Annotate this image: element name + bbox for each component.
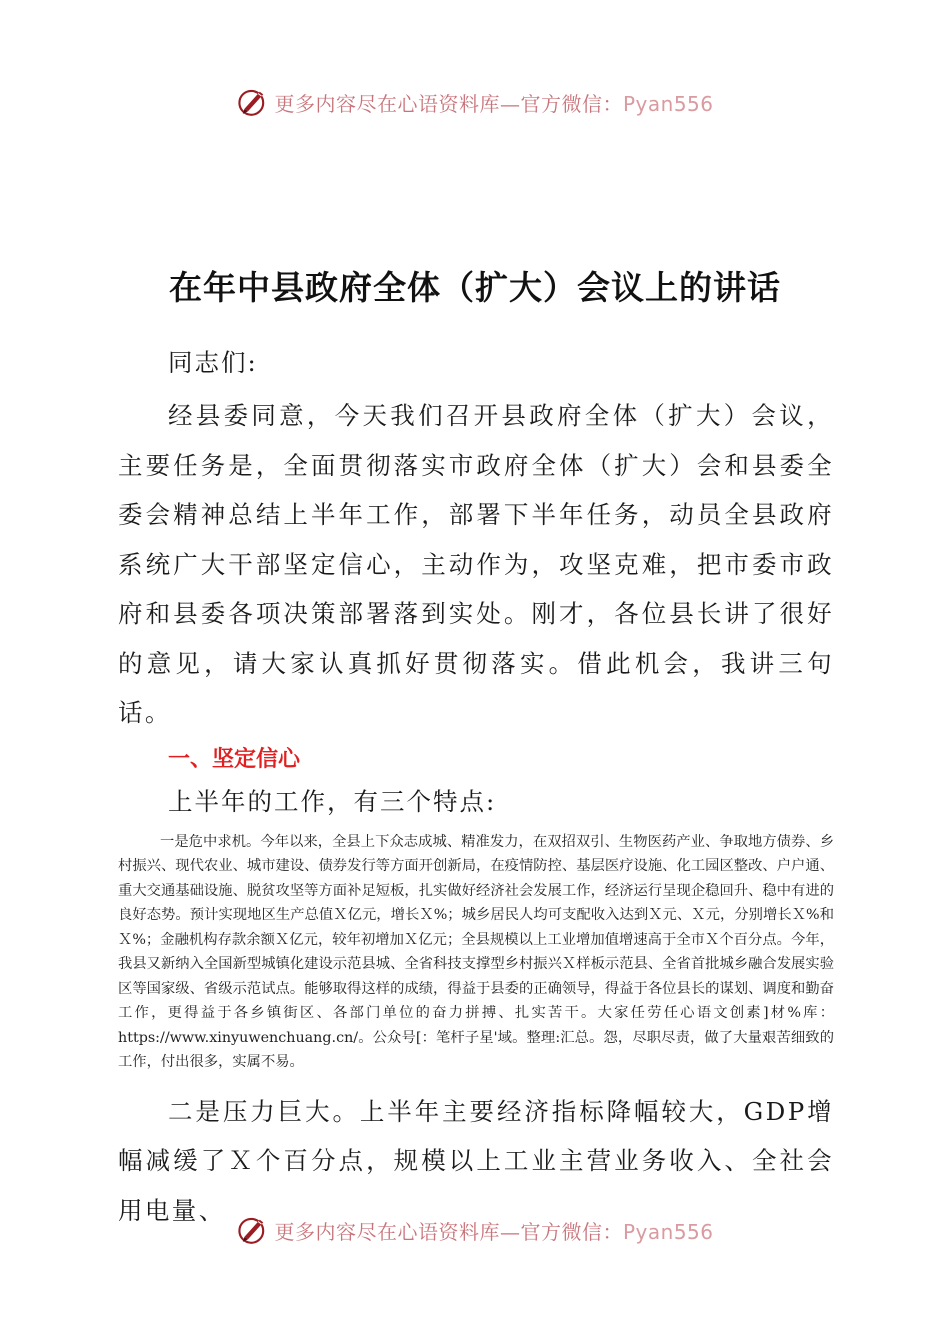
header-watermark-text: 更多内容尽在心语资料库—官方微信：Pyan556 <box>274 91 714 116</box>
greeting: 同志们: <box>168 348 258 377</box>
intro-paragraph: 经县委同意，今天我们召开县政府全体（扩大）会议，主要任务是，全面贯彻落实市政府全体（扩大）会和县委全委会精神总结上半年工作，部署下半年任务，动员全县政府系统广大干部坚定信心，主动作为，攻坚克难，把市委市政府和县委各项决策部署落到实处。刚才，各位县长讲了很好的意见，请大家认真抓好贯彻落实。借此机会，我讲三句话。 <box>118 401 834 727</box>
document-body <box>118 345 834 1235</box>
point-one-paragraph: 一是危中求机。今年以来，全县上下众志成城、精准发力，在双招双引、生物医药产业、争取地方债券、乡村振兴、现代农业、城市建设、债券发行等方面开创新局，在疫情防控、基层医疗设施、化工园区整改、户户通、重大交通基础设施、脱贫攻坚等方面补足短板，扎实做好经济社会发展工作，经济运行呈现企稳回升、稳中有进的良好态势。预计实现地区生产总值Ｘ亿元，增长Ｘ%；城乡居民人均可支配收入达到Ｘ元、Ｘ元，分别增长Ｘ%和Ｘ%；金融机构存款余额Ｘ亿元，较年初增加Ｘ亿元；全县规模以上工业增加值增速高于全市Ｘ个百分点。今年，我县又新纳入全国新型城镇化建设示范县城、全省科技支撑型乡村振兴Ｘ样板示范县、全省首批城乡融合发展实验区等国家级、省级示范试点。能够取得这样的成绩，得益于县委的正确领导，得益于各位县长的谋划、调度和勤奋工作，更得益于各乡镇街区、各部门单位的奋力拼搏、扎实苦干。大家任劳任心语文创素]材%库：https://www.xinyuwenchuang.cn/。公众号[：笔杆子星'域。整理:汇总。怨，尽职尽责，做了大量艰苦细致的工作，付出很多，实属不易。 <box>118 833 834 1070</box>
pen-logo-icon <box>236 1213 270 1247</box>
footer-watermark-text: 更多内容尽在心语资料库—官方微信：Pyan556 <box>274 1219 714 1244</box>
pen-logo-icon <box>236 85 270 119</box>
document-title: 在年中县政府全体（扩大）会议上的讲话 <box>169 268 781 307</box>
header-watermark-banner <box>0 82 950 122</box>
point-two-paragraph: 二是压力巨大。上半年主要经济指标降幅较大，GDP增幅减缓了Ｘ个百分点，规模以上工业主营业务收入、全社会用电量、 <box>118 1096 834 1225</box>
section-lead: 上半年的工作，有三个特点: <box>168 786 497 816</box>
footer-watermark-banner <box>0 1210 950 1250</box>
section-heading: 一、坚定信心 <box>168 746 301 772</box>
